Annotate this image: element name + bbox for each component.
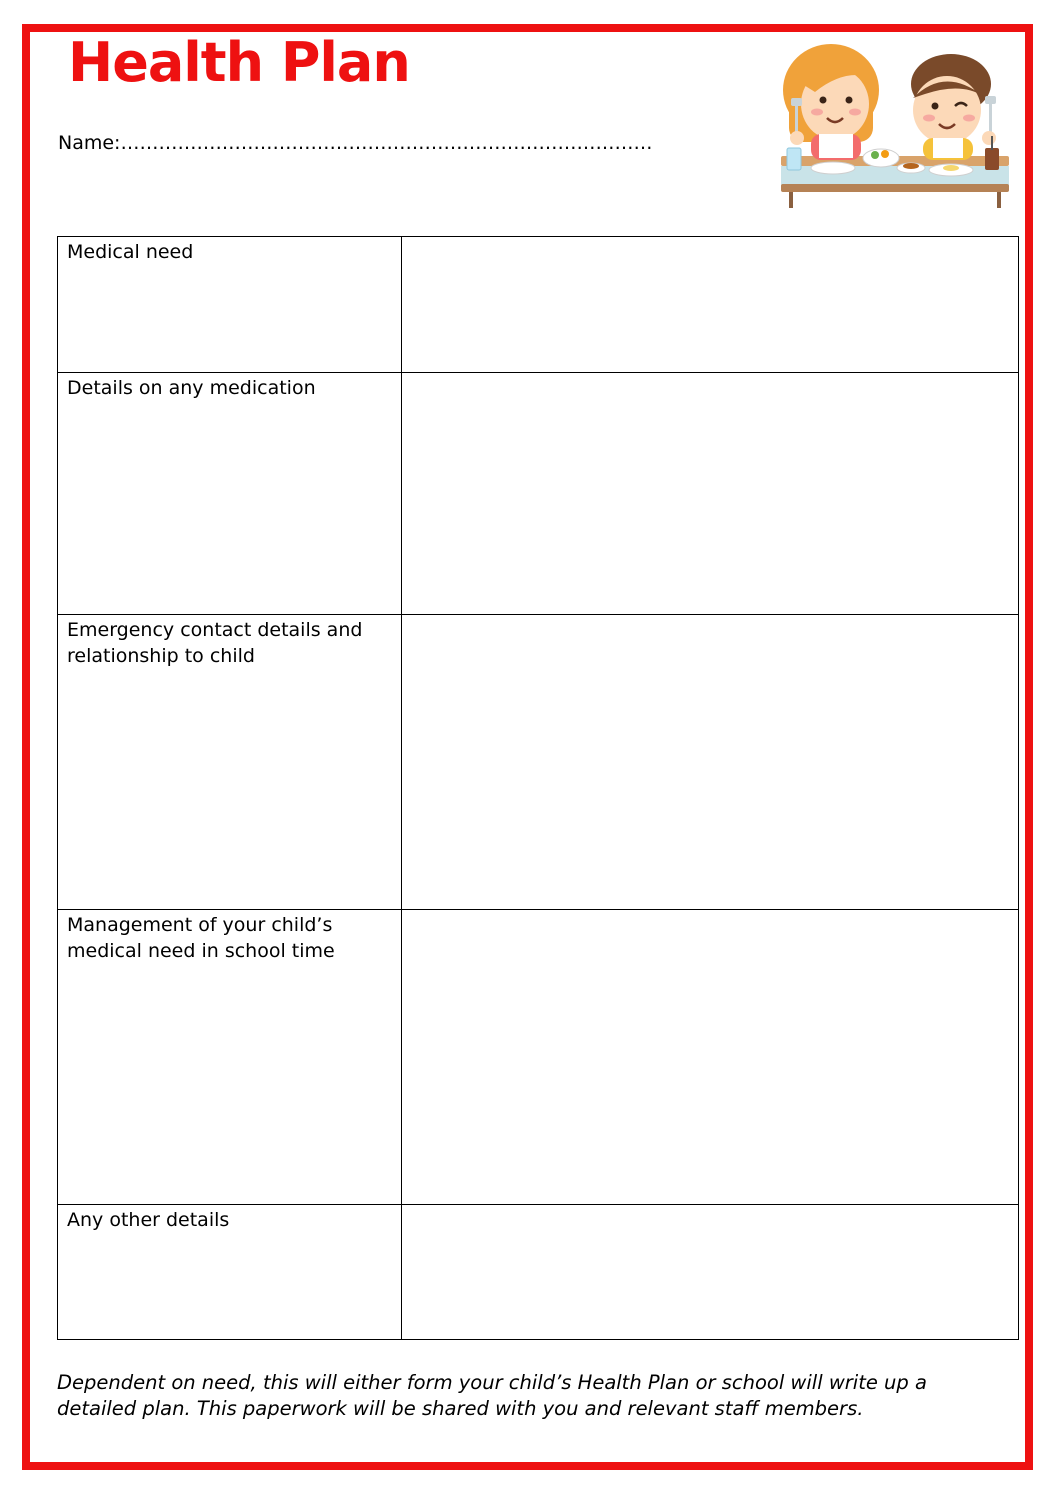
footer-note: Dependent on need, this will either form your child’s Health Plan or school will write up a detailed plan. This paperwork will be shared with you and relevant staff members. xyxy=(57,1371,927,1420)
table-row xyxy=(58,237,1019,373)
other-details-label: Any other details xyxy=(58,1205,402,1340)
management-label: Management of your child’s medical need in school time xyxy=(58,910,402,1205)
table-row xyxy=(58,910,1019,1205)
other-details-field[interactable] xyxy=(402,1205,1019,1340)
name-field[interactable]: Name:………………………………………………………………………… xyxy=(58,132,653,154)
emergency-contact-field[interactable] xyxy=(402,615,1019,910)
health-plan-table xyxy=(57,236,1019,1340)
table-row xyxy=(58,1205,1019,1340)
medical-need-label: Medical need xyxy=(58,237,402,373)
children-eating-illustration xyxy=(775,38,1015,214)
medical-need-field[interactable] xyxy=(402,237,1019,373)
table-row xyxy=(58,615,1019,910)
medication-details-label: Details on any medication xyxy=(58,373,402,615)
table-row xyxy=(58,373,1019,615)
page-title: Health Plan xyxy=(68,31,410,94)
management-field[interactable] xyxy=(402,910,1019,1205)
emergency-contact-label: Emergency contact details and relationship to child xyxy=(58,615,402,910)
medication-details-field[interactable] xyxy=(402,373,1019,615)
